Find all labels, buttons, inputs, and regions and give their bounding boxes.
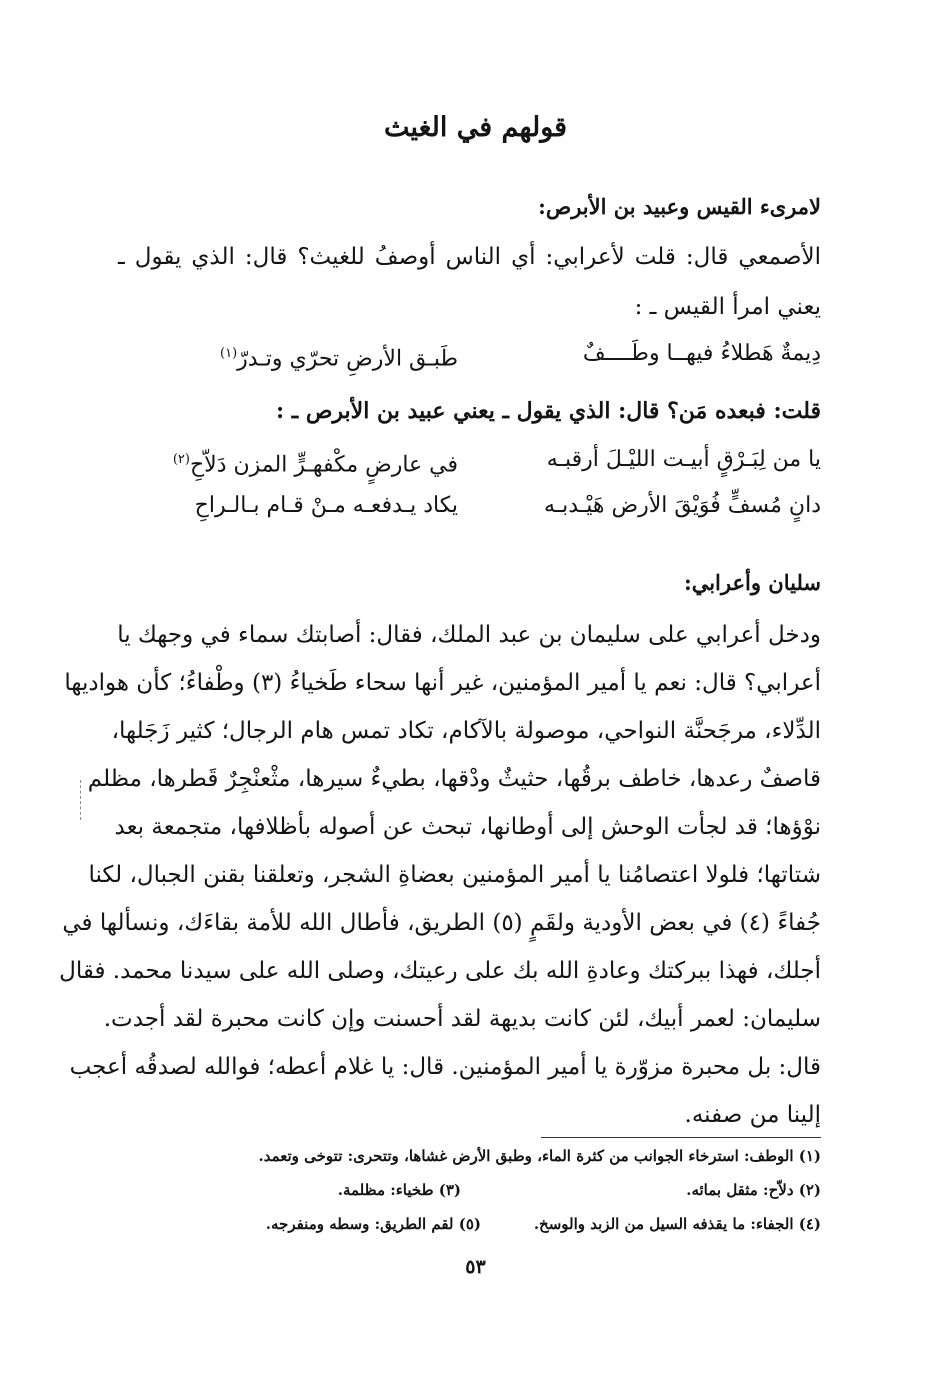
- paragraph-line: يعني امرأ القيس ـ :: [634, 294, 821, 320]
- verse-first-hemistich: دانٍ مُسفٍّ فُوَيْقَ الأرض هَيْـدبـه: [543, 493, 821, 518]
- margin-mark: [80, 780, 83, 820]
- paragraph-line: ودخل أعرابي على سليمان بن عبد الملك، فقال: أصابتك سماء في وجهك يا: [117, 622, 821, 648]
- paragraph-line: شتاتها؛ فلولا اعتصامُنا يا أمير المؤمنين بعضاةِ الشجر، وتعلقنا بقنن الجبال، لكنا: [88, 862, 821, 888]
- paragraph-line: نوْؤها؛ قد لجأت الوحش إلى أوطانها، تبحث عن أصوله بأظلافها، متجمعة بعد: [114, 814, 821, 840]
- section-heading-sulayman: سليان وأعرابي:: [683, 570, 821, 595]
- paragraph-line: سليمان: لعمر أبيك، لئن كانت بديهة لقد أحسنت وإن كانت محبرة لقد أجدت.: [103, 1006, 821, 1032]
- footnote-4: (٤) الجفاء: ما يقذفه السيل من الزبد والوسخ.: [533, 1215, 821, 1233]
- verse-first-hemistich: دِيمةٌ هَطلاءُ فيهــا وطَــــفٌ: [582, 341, 821, 366]
- verse-line: [138, 436, 821, 484]
- footnote-1: (١) الوطف: استرخاء الجوانب من كثرة الماء، وطبق الأرض غشاها، وتتحرى: تتوخى وتعمد.: [258, 1147, 821, 1165]
- page-number: ٥٣: [465, 1256, 486, 1278]
- paragraph-line: إلينا من صفنه.: [684, 1102, 821, 1128]
- paragraph-line: جُفاءً (٤) في بعض الأودية ولقَمٍ (٥) الطريق، فأطال الله للأمة بقاءَك، ونسألها في: [62, 910, 821, 936]
- footnote-5: (٥) لقم الطريق: وسطه ومنفرجه.: [265, 1215, 481, 1233]
- paragraph-line: قال: بل محبرة مزوّرة يا أمير المؤمنين. قال: يا غلام أعطه؛ فوالله لصدقُه أعجب: [69, 1054, 821, 1080]
- paragraph-line: قلت: فبعده مَن؟ قال: الذي يقول ـ يعني عبيد بن الأبرص ـ :: [275, 398, 821, 424]
- paragraph-line: قاصفٌ رعدها، خاطف برقُها، حثيثٌ ودْقها، بطيءٌ سيرها، مثْعنْجِرٌ قَطرها، مظلم: [87, 766, 821, 792]
- paragraph-line: أعرابي؟ قال: نعم يا أمير المؤمنين، غير أنها سحاء طَخياءُ (٣) وطْفاءُ؛ كأن هواديها: [64, 670, 821, 696]
- verse-line: [138, 482, 821, 530]
- footnote-3: (٣) طخياء: مظلمة.: [337, 1181, 461, 1199]
- footnote-marker: (١): [220, 346, 238, 361]
- verse-second-hemistich: يكاد يـدفعـه مـنْ قـام بـالـراحِ: [194, 493, 458, 518]
- footnote-2: (٢) دلاّح: مثقل بمائه.: [686, 1181, 821, 1199]
- verse-text: طَبـق الأرضِ تحرّي وتـدرّ: [237, 346, 458, 372]
- paragraph-line: الأصمعي قال: قلت لأعرابي: أي الناس أوصفُ للغيث؟ قال: الذي يقول ـ: [118, 244, 821, 270]
- footnote-row: [118, 1174, 821, 1206]
- paragraph-line: الدِّلاء، مرجَحنَّة النواحي، موصولة بالآكام، تكاد تمس هام الرجال؛ كثير زَجَلها،: [111, 718, 821, 744]
- verse-second-hemistich: [138, 330, 458, 383]
- footnote-marker: (٢): [172, 452, 190, 467]
- verse-text: في عارضٍ مكْفهـرٍّ المزن دَلاّحِ: [189, 452, 458, 478]
- verse-first-hemistich: يا من لِبَـرْقٍ أبيـت الليْـلَ أرقبـه: [546, 447, 821, 472]
- verse-line: [138, 330, 821, 378]
- footnote-divider: [541, 1137, 821, 1138]
- paragraph-line: أجلك، فهذا ببركتك وعادةِ الله بك على رعيتك، وصلى الله على سيدنا محمد. فقال: [59, 958, 821, 984]
- footnote-row: [118, 1208, 821, 1240]
- page-title: قولهم في الغيث: [383, 112, 568, 143]
- section-heading-imru-al-qays: لامرىء القيس وعبيد بن الأبرص:: [538, 194, 821, 219]
